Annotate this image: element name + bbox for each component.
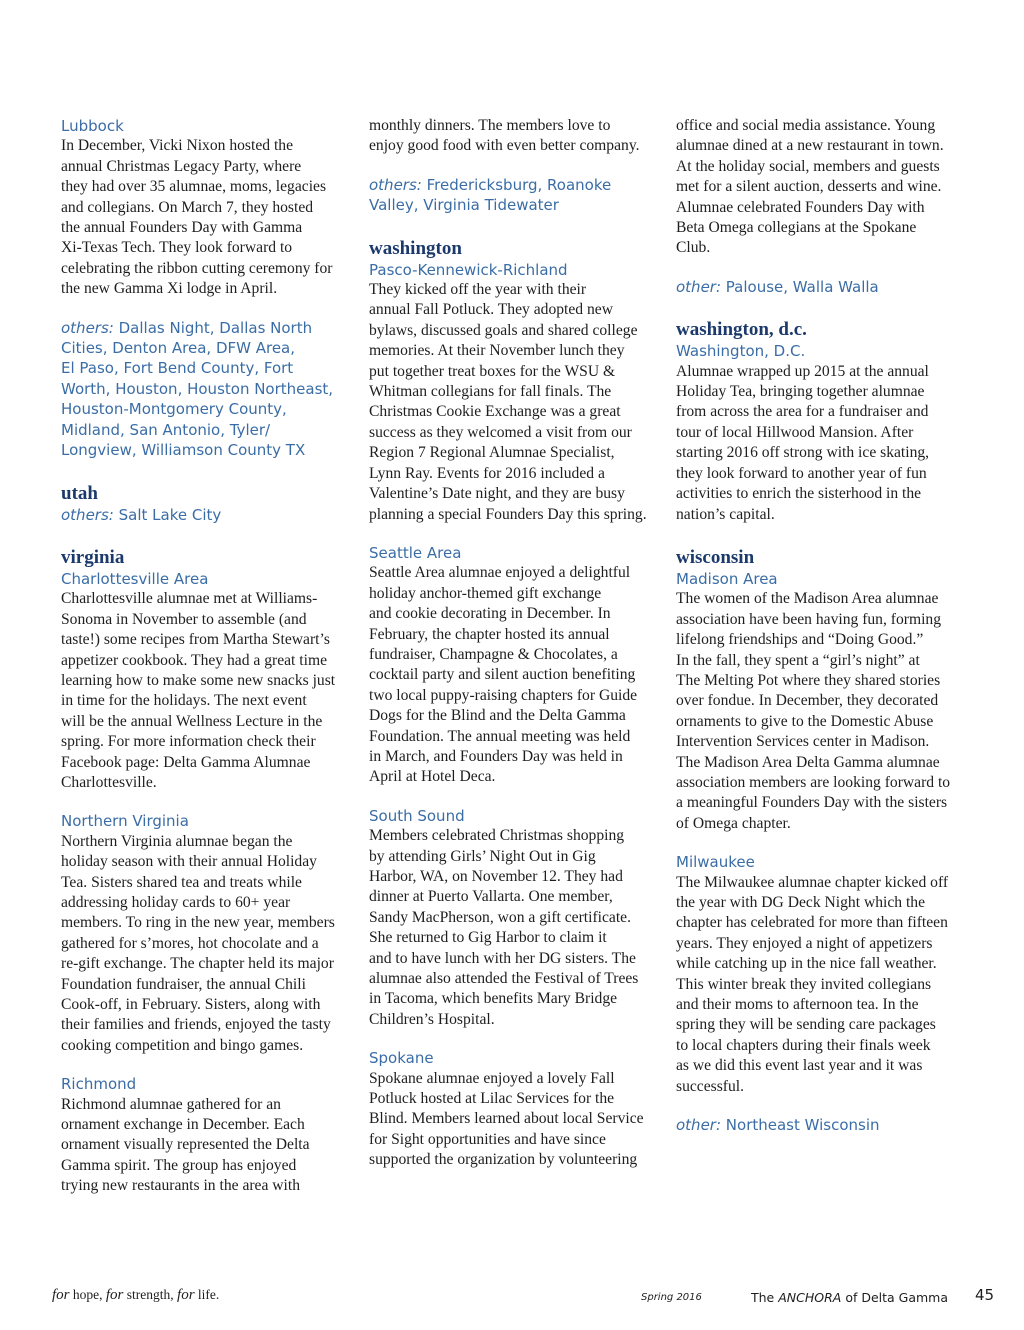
paragraph-richmond: Richmond alumnae gathered for an ornament exchange in December. Each ornament visually represented the Delta Gamma spirit. The group has enjoyed trying new restaurants in the area with (61, 1095, 310, 1195)
column-2 (369, 116, 661, 1171)
heading-northern-virginia: Northern Virginia (61, 812, 189, 831)
other-wisconsin (676, 1115, 968, 1135)
heading-pasco-kennewick-richland: Pasco-Kennewick-Richland (369, 260, 568, 279)
heading-south-sound: South Sound (369, 806, 465, 825)
paragraph-charlottesville: Charlottesville alumnae met at Williams- Sonoma in November to assemble (and taste!) some recipes from Martha Stewart’s appetizer cookbook. They had a great time learning how to make some new snacks just in time for the holidays. The next event will be the annual Wellness Lecture in the spring. For more information check their Facebook page: Delta Gamma Alumnae Charlottesville. (61, 590, 336, 791)
heading-spokane: Spokane (369, 1049, 434, 1068)
heading-charlottesville: Charlottesville Area (61, 569, 209, 588)
others-virginia (369, 175, 661, 216)
others-label: others: (61, 505, 114, 524)
state-heading-washington: washington (369, 237, 462, 259)
others-virginia-list: Fredericksburg, Roanoke Valley, Virginia Tidewater (369, 175, 612, 215)
magazine-the: The (751, 1290, 779, 1305)
tagline-for: for (177, 1287, 195, 1303)
tagline-life: life. (194, 1287, 220, 1302)
heading-milwaukee: Milwaukee (676, 853, 755, 872)
tagline-for: for (52, 1287, 70, 1303)
heading-lubbock: Lubbock (61, 117, 124, 135)
heading-richmond: Richmond (61, 1075, 137, 1094)
other-label: other: (676, 1116, 722, 1135)
column-3 (676, 116, 968, 1135)
paragraph-spokane-continued: office and social media assistance. Young alumnae dined at a new restaurant in town. At the holiday social, members and guests met for a silent auction, desserts and wine. Alumnae celebrated Founders Day with Beta Omega collegians at the Spokane Club. (676, 117, 944, 257)
state-heading-wisconsin: wisconsin (676, 546, 755, 568)
paragraph-madison: The women of the Madison Area alumnae association have been having fun, forming lifelong friendships and “Doing Good.” In the fall, they spent a “girl’s night” at The Melting Pot where they shared stories over fondue. In December, they decorated ornaments to give to the Domestic Abuse Intervention Services center in Madison. The Madison Area Delta Gamma alumnae association members are looking forward to a meaningful Founders Day with the sisters of Omega chapter. (676, 590, 951, 832)
paragraph-milwaukee: The Milwaukee alumnae chapter kicked off the year with DG Deck Night which the chapter has celebrated for more than fifteen years. They enjoyed a night of appetizers while catching up in the nice fall weather. This winter break they invited collegians and their moms to afternoon tea. In the spring they will be sending care packages to local chapters during their finals week as we did this event last year and it was successful. (676, 873, 949, 1095)
page-number: 45 (975, 1286, 995, 1304)
state-heading-utah: utah (61, 482, 98, 504)
footer-magazine-title (751, 1290, 948, 1305)
footer-issue-season: Spring 2016 (641, 1292, 702, 1303)
others-utah-list: Salt Lake City (118, 505, 222, 524)
other-washington-list: Palouse, Walla Walla (725, 277, 879, 296)
other-label: other: (676, 277, 722, 296)
footer-tagline (52, 1287, 219, 1304)
heading-madison: Madison Area (676, 569, 778, 588)
state-heading-virginia: virginia (61, 546, 125, 568)
others-texas (61, 318, 353, 461)
column-1 (61, 116, 353, 1197)
tagline-strength: strength, (123, 1287, 178, 1302)
paragraph-spokane: Spokane alumnae enjoyed a lovely Fall Potluck hosted at Lilac Services for the Blind. Members learned about local Service for Sight opportunities and have since supported the organization by volunteering (369, 1069, 644, 1169)
state-heading-washington-dc: washington, d.c. (676, 319, 807, 341)
paragraph-richmond-continued: monthly dinners. The members love to enjoy good food with even better company. (369, 117, 640, 155)
paragraph-washington-dc: Alumnae wrapped up 2015 at the annual Holiday Tea, bringing together alumnae from across the area for a fundraiser and tour of local Hillwood Mansion. After starting 2016 off strong with ice skating, they look forward to another year of fun activities to enrich the sisterhood in the nation’s capital. (676, 362, 930, 523)
others-texas-list: Dallas Night, Dallas North Cities, Denton Area, DFW Area, El Paso, Fort Bend County, Fort Worth, Houston, Houston Northeast, Houston-Montgomery County, Midland, San Antonio, Tyler/ Longview, Williamson County TX (61, 318, 334, 460)
other-wisconsin-list: Northeast Wisconsin (725, 1116, 880, 1135)
others-utah (61, 505, 353, 525)
paragraph-northern-virginia: Northern Virginia alumnae began the holiday season with their annual Holiday Tea. Sisters shared tea and treats while addressing holiday cards to 60+ year members. To ring in the new year, members gathered for s’mores, hot chocolate and a re-gift exchange. The chapter held its major Foundation fundraiser, the annual Chili Cook-off, in February. Sisters, along with their families and friends, enjoyed the tasty cooking competition and bingo games. (61, 832, 335, 1054)
heading-seattle: Seattle Area (369, 543, 462, 562)
tagline-for: for (105, 1287, 124, 1303)
paragraph-south-sound: Members celebrated Christmas shopping by attending Girls’ Night Out in Gig Harbor, WA, on November 12. They had dinner at Puerto Vallarta. One member, Sandy MacPherson, won a gift certificate. She returned to Gig Harbor to claim it and to have lunch with her DG sisters. The alumnae also attended the Festival of Trees in Tacoma, which benefits Mary Bridge Children’s Hospital. (369, 827, 639, 1028)
magazine-anchora: ANCHORA (778, 1290, 842, 1305)
tagline-hope: hope, (69, 1287, 106, 1302)
others-label: others: (369, 175, 422, 194)
heading-washington-dc: Washington, D.C. (676, 342, 806, 361)
other-washington (676, 277, 968, 297)
paragraph-seattle: Seattle Area alumnae enjoyed a delightful holiday anchor-themed gift exchange and cookie decorating in December. In February, the chapter hosted its annual fundraiser, Champagne & Chocolates, a cocktail party and silent auction benefiting two local puppy-raising chapters for Guide Dogs for the Blind and the Delta Gamma Foundation. The annual meeting was held in March, and Founders Day was held in April at Hotel Deca. (369, 564, 638, 786)
others-label: others: (61, 318, 114, 337)
paragraph-lubbock: In December, Vicki Nixon hosted the annual Christmas Legacy Party, where they had over 35 alumnae, moms, legacies and collegians. On March 7, they hosted the annual Founders Day with Gamma Xi-Texas Tech. They look forward to celebrating the ribbon cutting ceremony for the new Gamma Xi lodge in April. (61, 137, 333, 298)
magazine-rest: of Delta Gamma (841, 1290, 949, 1305)
paragraph-pasco-kennewick-richland: They kicked off the year with their annual Fall Potluck. They adopted new bylaws, discussed goals and shared college memories. At their November lunch they put together treat boxes for the WSU & Whitman collegians for fall finals. The Christmas Cookie Exchange was a great success as they welcomed a visit from our Region 7 Regional Alumnae Specialist, Lynn Ray. Events for 2016 included a Valentine’s Date night, and they are busy planning a special Founders Day this spring. (369, 281, 647, 523)
